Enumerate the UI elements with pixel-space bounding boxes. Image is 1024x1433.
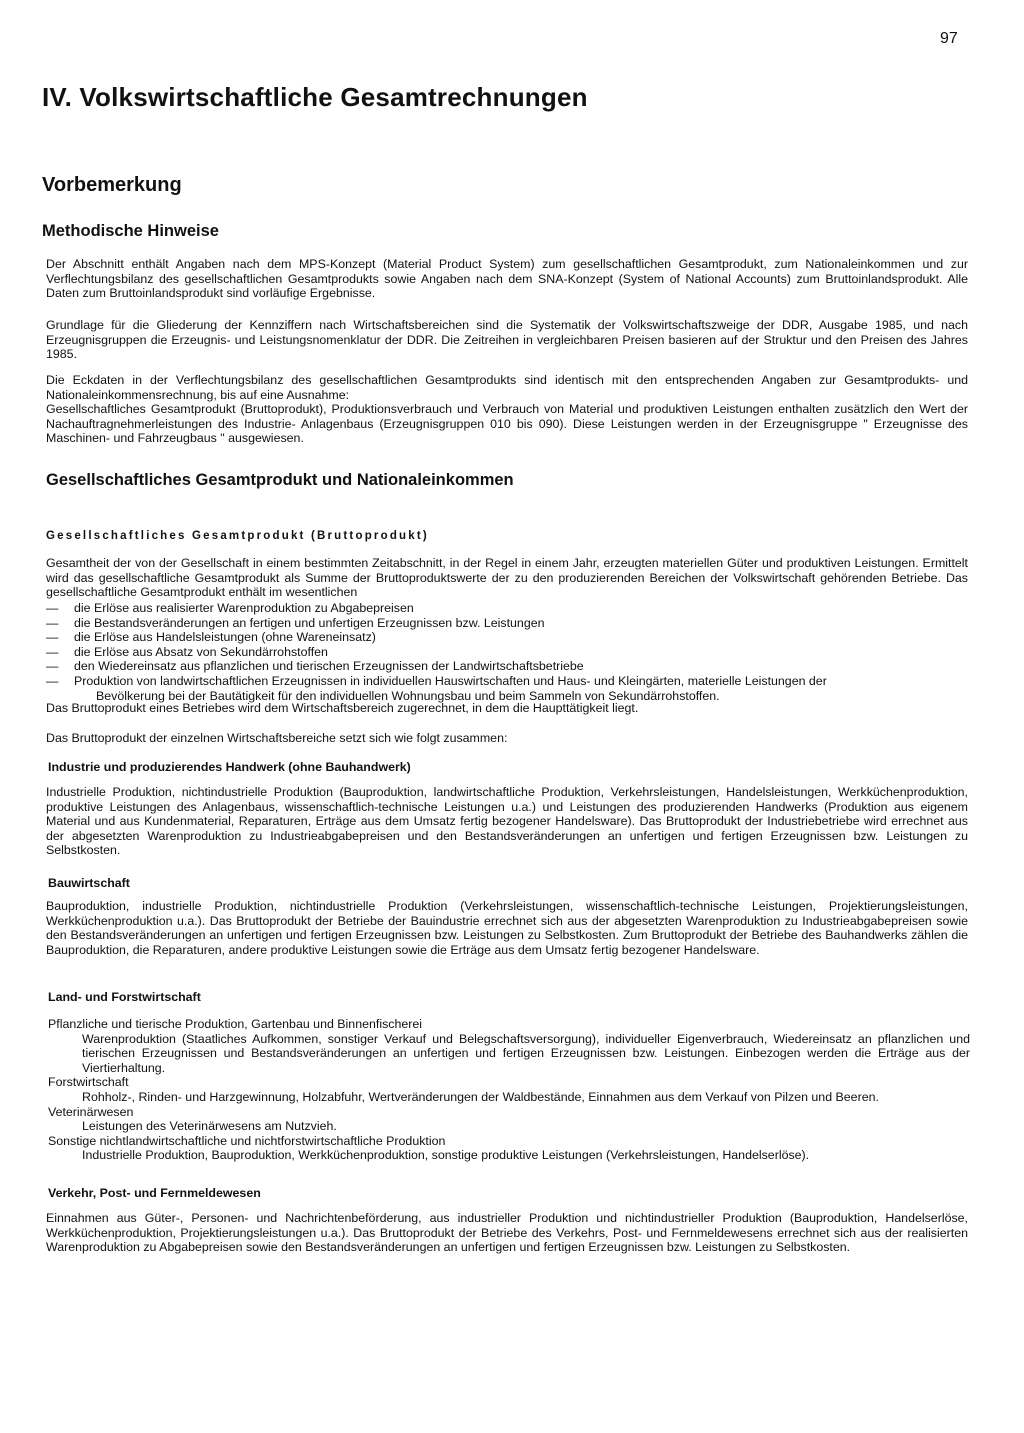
section-heading-vorbemerkung: Vorbemerkung [42,174,182,196]
land-forstwirtschaft-block [48,1017,970,1163]
land-item-detail: Leistungen des Veterinärwesens am Nutzvieh. [82,1119,337,1134]
chapter-title: IV. Volkswirtschaftliche Gesamtrechnungen [42,82,588,112]
bruttoprodukt-components-list [46,601,968,703]
land-item-detail: Industrielle Produktion, Bauproduktion, Werkküchenproduktion, sonstige produktive Leistungen (Verkehrsleistungen, Handelserlöse). [82,1148,810,1163]
list-item: — Produktion von landwirtschaftlichen Erzeugnissen in individuellen Hauswirtschaften und Haus- und Kleingärten, materielle Leistungen der [46,673,827,688]
land-item-detail: Warenproduktion (Staatliches Aufkommen, sonstiger Verkauf und Belegschaftsversorgung), individueller Eigenverbrauch, Wiedereinsatz an pflanzlichen und tierischen Erzeugnissen und Bestandsveränderungen an unfertigen und fertigen Erzeugnissen bzw. Leistungen. Einbezogen werden die Erträge aus der Viertierhaltung. [82,1031,970,1075]
paragraph-verkehr: Einnahmen aus Güter-, Personen- und Nachrichtenbeförderung, aus industrieller Produktion und nichtindustrieller Produktion (Bauproduktion, Handelserlöse, Werkküchenproduktion, Projektierungsleistungen u.a.). Das Bruttoprodukt der Betriebe des Verkehrs, Post- und Fernmeldewesens errechnet sich aus der realisierten Warenproduktion zu Abgabepreisen sowie den Bestandsveränderungen an unfertigen und fertigen Erzeugnissen bzw. Leistungen zu Selbstkosten. [46,1211,968,1255]
subsection-heading-methodische-hinweise: Methodische Hinweise [42,222,219,240]
paragraph-zusammensetzung: Das Bruttoprodukt der einzelnen Wirtschaftsbereiche setzt sich wie folgt zusammen: [46,731,508,745]
land-item-detail: Rohholz-, Rinden- und Harzgewinnung, Holzabfuhr, Wertveränderungen der Waldbestände, Einnahmen aus dem Verkauf von Pilzen und Beeren. [82,1089,879,1104]
paragraph-haupttaetigkeit: Das Bruttoprodukt eines Betriebes wird dem Wirtschaftsbereich zugerechnet, in dem die Haupttätigkeit liegt. [46,701,639,715]
list-item-continuation: Bevölkerung bei der Bautätigkeit für den individuellen Wohnungsbau und beim Sammeln von Sekundärrohstoffen. [96,688,720,703]
heading-land-forstwirtschaft: Land- und Forstwirtschaft [48,990,201,1004]
paragraph-eckdaten: Die Eckdaten in der Verflechtungsbilanz des gesellschaftlichen Gesamtprodukts sind identisch mit den entsprechenden Angaben zur Gesamtprodukts- und Nationaleinkommensrechnung, bis auf eine Ausnahme: [46,373,968,402]
heading-bauwirtschaft: Bauwirtschaft [48,876,130,890]
section-heading-gesamtprodukt: Gesellschaftliches Gesamtprodukt und Nationaleinkommen [46,471,514,489]
list-item: — die Erlöse aus Handelsleistungen (ohne Wareneinsatz) [46,630,376,645]
land-item-label: Pflanzliche und tierische Produktion, Gartenbau und Binnenfischerei [48,1017,423,1031]
list-item: — die Erlöse aus Absatz von Sekundärrohstoffen [46,644,328,659]
list-item: — den Wiedereinsatz aus pflanzlichen und tierischen Erzeugnissen der Landwirtschaftsbetriebe [46,659,584,674]
land-item-label: Forstwirtschaft [48,1075,129,1090]
paragraph-gesamtheit: Gesamtheit der von der Gesellschaft in einem bestimmten Zeitabschnitt, in der Regel in einem Jahr, erzeugten materiellen Güter und produktiven Leistungen. Ermittelt wird das gesellschaftliche Gesamtprodukt als Summe der Bruttoproduktswerte der zu den produzierenden Bereichen der Volkswirtschaft gehörenden Betriebe. Das gesellschaftliche Gesamtprodukt enthält im wesentlichen [46,556,968,600]
paragraph-mps-konzept: Der Abschnitt enthält Angaben nach dem MPS-Konzept (Material Product System) zum gesellschaftlichen Gesamtprodukt, zum Nationaleinkommen und zur Verflechtungsbilanz des gesellschaftlichen Gesamtprodukts sowie Angaben nach dem SNA-Konzept (System of National Accounts) zum Bruttoinlandsprodukt. Alle Daten zum Bruttoinlandsprodukt sind vorläufige Ergebnisse. [46,257,968,301]
subsection-heading-bruttoprodukt: Gesellschaftliches Gesamtprodukt (Bruttoprodukt) [46,530,429,542]
heading-industrie: Industrie und produzierendes Handwerk (ohne Bauhandwerk) [48,760,411,774]
paragraph-bauwirtschaft: Bauproduktion, industrielle Produktion, nichtindustrielle Produktion (Verkehrsleistungen, wissenschaftlich-technische Leistungen, Projektierungsleistungen, Werkküchenproduktion u.a.). Das Bruttoprodukt der Betriebe der Bauindustrie errechnet sich aus der abgesetzten Warenproduktion zu Industrieabgabepreisen sowie den Bestandsveränderungen an unfertigen und fertigen Erzeugnissen bzw. Leistungen zu Selbstkosten. Zum Bruttoprodukt der Betriebe des Bauhandwerks zählen die Bauproduktion, die Reparaturen, andere produktive Leistungen sowie die Erträge aus dem Umsatz fertig bezogener Handelsware. [46,899,968,957]
list-item: — die Erlöse aus realisierter Warenproduktion zu Abgabepreisen [46,601,414,615]
list-item: — die Bestandsveränderungen an fertigen und unfertigen Erzeugnissen bzw. Leistungen [46,615,545,630]
page-number: 97 [940,30,958,47]
heading-verkehr: Verkehr, Post- und Fernmeldewesen [48,1186,261,1200]
land-item-label: Veterinärwesen [48,1104,134,1119]
paragraph-grundlage: Grundlage für die Gliederung der Kennziffern nach Wirtschaftsbereichen sind die Systematik der Volkswirtschaftszweige der DDR, Ausgabe 1985, und nach Erzeugnisgruppen die Erzeugnis- und Leistungsnomenklatur der DDR. Die Zeitreihen in vergleichbaren Preisen basieren auf der Struktur und den Preisen des Jahres 1985. [46,318,968,362]
land-item-label: Sonstige nichtlandwirtschaftliche und nichtforstwirtschaftliche Produktion [48,1133,446,1148]
paragraph-eckdaten-detail: Gesellschaftliches Gesamtprodukt (Bruttoprodukt), Produktionsverbrauch und Verbrauch von Material und produktiven Leistungen enthalten zusätzlich den Wert der Nachauftragnehmerleistungen des Industrie- Anlagenbaus (Erzeugnisgruppen 010 bis 090). Diese Leistungen werden in der Erzeugnisgruppe " Erzeugnisse des Maschinen- und Fahrzeugbaus " ausgewiesen. [46,402,968,446]
paragraph-industrie: Industrielle Produktion, nichtindustrielle Produktion (Bauproduktion, landwirtschaftliche Produktion, Verkehrsleistungen, Handelsleistungen, Werkküchenproduktion, produktive Leistungen des Anlagenbaus, wissenschaftlich-technische Leistungen u.a.) und Leistungen des produzierenden Handwerks (Produktion aus eigenem Material und aus Kundenmaterial, Reparaturen, Erträge aus dem Umsatz fertig bezogener Handelsware). Das Bruttoprodukt der Industriebetriebe wird errechnet aus der abgesetzten Warenproduktion zu Industrieabgabepreisen und den Bestandsveränderungen an unfertigen und fertigen Erzeugnissen bzw. Leistungen zu Selbstkosten. [46,785,968,858]
